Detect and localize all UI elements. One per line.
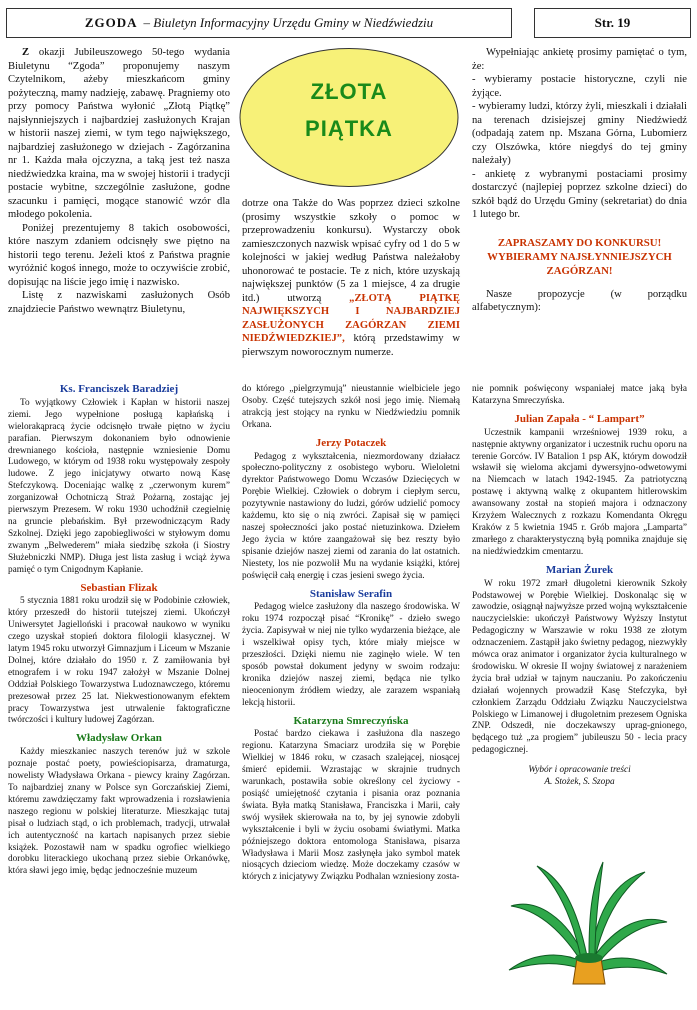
banner-line-1: ZŁOTA bbox=[310, 79, 388, 104]
bio-text: To wyjątkowy Człowiek i Kapłan w historii naszej ziemi. Jego wypełnione posługą kapłańską i wielorakąpracą życie odcisnęło trwałe piętno w życiu parafian. Pierwszym dokonaniem było odnowienie drewnianego kościoła, następnie wzniesienie Domu Ludowego, w którym od 1938 roku występowały zespoły ludowe. Z jego inicjatywy otwarto nową Kasę Stefczykową. Doceniając walkę z „czerwonym kurem” zorganizował Ochotniczą Straż Pożarną, zostając jej pierwszym Prezesem. W roku 1930 uchodźnił czegielnię na gruncie plebańskim. Był przewodniczącym Rady Szkolnej. Dzięki jego zapobiegliwości w styłowym domu zwanym „Belwederem” miała siedzibę szkoła (i Siostry Służebniczki NMP). Długa jest lista zasług i wciąż żywa pamięć o tym Cnigodnym Kapłanie. bbox=[8, 397, 230, 575]
contest-title-highlight: „ZŁOTĄ PIĄTKĘ NAJWIĘKSZYCH I NAJBARDZIEJ ZASŁUŻONYCH ZAGÓRZAN ZIEMI NIEDŹWIEDZKIEJ”, bbox=[242, 292, 460, 344]
intro-text-b: którą przedstawimy w pierwszym noworocznym numerze. bbox=[242, 333, 460, 358]
bio-text: W roku 1972 zmarł długoletni kierownik Szkoły Podstawowej w Porębie Wielkiej. Doskonaląc się w zawodzie, osiągnął najwyższe przed wojną wykształcenie nauczycielskie: ukończył Państwowy Wyższy Instytut Pedagogiczny w Warszawie w roku 1938 ze złotym odznaczeniem. Zastąpił jako świetny pedagog, niezwykły mówca oraz animator i organizator życia kulturalnego w środowisku. W okresie II wojny światowej z narażeniem życia brał udział w tajnym nauczaniu. Po zakończeniu działań wojennych prowadził Kasę Stefczyka, był członkiem Zarządu Oddziału Związku Nauczycielstwa Polskiego w Limanowej i długoletnim prezesem Ogniska ZNP. Odszedł, nie doczekawszy uprag-gnionego, będącego tuż „za progiem” jubileuszu 50 - lecia pracy pedagogicznej. bbox=[472, 578, 687, 756]
header-bar bbox=[6, 8, 512, 38]
bio-text: Uczestnik kampanii wrześniowej 1939 roku, a następnie aktywny organizator i uczestnik ruchu oporu na terenie Gorców. IV Batalion 1 psp AK, którym dowodził wsławił się wieloma akcjami dywersyjno-odwetowymi na Niemcach w latach 1942-1945. Za patriotyczną postawę i aktywną walkę z okupantem hitlerowskim awansowany został na stopień majora i odznaczony Krzyżem Walecznych z rozkazu Komendanta Okręgu Kraków z 5 kwietnia 1945 r. Grób majora „Lamparta” zmarłego z charakterystyczną byłą pomnika znajduje się na niedźwiedzkim cmentarzu. bbox=[472, 427, 687, 557]
bio-name: Sebastian Flizak bbox=[80, 581, 158, 594]
rule-item: - wybieramy ludzi, którzy żyli, mieszkali i działali na terenach dzisiejszej gminy Niedźwiedź (odpadają zatem np. Mszana Górna, Lubomierz czy Olszówka, które niegdyś do tej gminy należały) bbox=[472, 101, 687, 166]
bio-name: Marian Żurek bbox=[545, 563, 614, 576]
bio-text: Pedagog z wykształcenia, niezmordowany działacz społeczno-polityczny z osobistego wyboru. Wieloletni dyrektor Państwowego Domu Wczasów Dziecięcych w Porębie Wielkiej. Człowiek o dobrym i ciepłym sercu, pozytywnie nastawiony do ludzi, górów udzielić pomocy każdemu, kto się o nią zwróci. Zapisał się w pamięci naszej społeczności jako postać nietuzinkowa. Dziełem Jego życia w które zaangażował się bez reszty było spisanie dziejów naszej ziemi od zarania do lat ostatnich. Niestety, los nie pozwolił Mu na wydanie książki, której poświęcił całą energię i czas jesieni swego życia. bbox=[242, 451, 460, 581]
bio-text-continued: do którego „pielgrzymują” nieustannie wielbiciele jego Osoby. Część tutejszych szkół nosi jego imię. Niemałą atrakcją jest stojący na rynku w Niedźwiedziu pomnik Orkana. bbox=[242, 384, 460, 430]
author-credit bbox=[472, 765, 687, 788]
banner-line-2: PIĄTKA bbox=[305, 116, 393, 141]
bio-text: Każdy mieszkaniec naszych terenów już w szkole poznaje postać poety, powieściopisarza, dramaturga, nowelisty Władysława Orkana - piewcy krainy Zagórzan. To najbardziej znany w Polsce syn Gorczańskiej Ziemi, któremu zawdzięczamy fakt wprowadzenia i rozsławienia naszego regionu w polskiej literaturze. Mieszkając tutaj pisał o ludziach stąd, o ich problemach, tradycji, utrwalał ich autentyczność na kartach napisanych przez siebie książek. Pozostawił nam w spadku ogrofiec wielkiego dorobku literackiego ukochaną przez siebie Orkanówkę, która sławi jego imię, będąc jednocześnie muzeum bbox=[8, 747, 230, 877]
intro-paragraph bbox=[242, 197, 460, 359]
bio-text: Pedagog wielce zasłużony dla naszego środowiska. W roku 1974 rozpoczął pisać “Kronikę” - dzieło swego życia. Zapisywał w niej nie tylko wydarzenia bieżące, ale i wszelkiwał opisy tych, które miały miejsce w przeszłości. Dzięki niemu nie zaginęło wiele. W ten sposób powstał dokument jedyny w swoim rodzaju: kronika dziejów naszej ziemi, będąca nie tylko nieocenionym źródłem wiedzy, ale zarazem wspaniałą lekcją historii. bbox=[242, 602, 460, 708]
bios-column-1 bbox=[8, 384, 230, 878]
bio-text: 5 stycznia 1881 roku urodził się w Podobinie człowiek, który przeszedł do historii tutejszej ziemi. Ukończył Uniwersytet Jagielloński i pracował naukowo w wyniku czego uzyskał stopień doktora filologii klasycznej. W latym 1945 roku utworzył Gimnazjum i Liceum w Mszanie Dolnej, które działało do 1950 r. Z zamiłowania był etnografem i w roku 1947 założył w Mszanie Dolnej Oddział Polskiego Towarzystwa Ludoznawczego, któremu prezesował przez 25 lat. Niekwestionowanym efektem pracy Towarzystwa jest utrwalenie faktograficzne twórczości i kultury ludowej Zagórzan. bbox=[8, 596, 230, 726]
bio-text-continued: nie pomnik poświęcony wspaniałej matce jaką była Katarzyna Smreczyńska. bbox=[472, 384, 687, 406]
credit-line: Wybór i opracowanie treści bbox=[528, 765, 631, 776]
bio-name: Katarzyna Smreczyńska bbox=[293, 714, 409, 727]
intro-column-2 bbox=[242, 197, 460, 359]
palm-plant-illustration bbox=[507, 858, 669, 986]
intro-paragraph: Poniżej prezentujemy 8 takich osobowości, które naszym zdaniem odcisnęły swe piętno na historii tego terenu. Jeżeli ktoś z Państwa pragnie wyróżnić kogoś innego, może to oczywiście zrobić, dopisując na liście jego imię i nazwisko. bbox=[8, 222, 230, 288]
bio-name: Władysław Orkan bbox=[76, 732, 162, 745]
proposals-intro: Nasze propozycje (w porządku alfabetycznym): bbox=[472, 288, 687, 313]
bio-name: Ks. Franciszek Baradziej bbox=[59, 383, 179, 395]
newsletter-subtitle: – Biuletyn Informacyjny Urzędu Gminy w Niedźwiedziu bbox=[143, 15, 434, 30]
bio-name: Jerzy Potaczek bbox=[315, 436, 387, 449]
intro-paragraph: Listę z nazwiskami zasłużonych Osób znajdziecie Państwo wewnątrz Biuletynu, bbox=[8, 290, 230, 315]
intro-paragraph: Z okazji Jubileuszowego 50-tego wydania Biuletynu “Zgoda” proponujemy naszym Czytelnikom, ażeby mieszkańcom gminy pożyteczną, mamy nadzieję, zabawę. Pragniemy oto przy pomocy Państwa wyłonić „Złotą Piątkę” najsłynniejszych i najbardziej zasłużonych Krajan w historii naszej ziemi, w tym tego największego, najbardziej zasłużonego w dziejach - Zagórzanina nr 1. Każda mała ojczyzna, a taką jest też nasza niedźwiedzka kraina, ma w swojej historii i tradycji postacie wybitne, szczególnie zasłużone, godne szacunku i pamięci, mogące stanowić wzór dla młodego pokolenia. bbox=[8, 47, 230, 220]
contest-invitation: ZAPRASZAMY DO KONKURSU! WYBIERAMY NAJSŁYNNIEJSZYCH ZAGÓRZAN! bbox=[487, 236, 672, 277]
rule-item: - wybieramy postacie historyczne, czyli nie żyjące. bbox=[472, 74, 687, 99]
intro-text-a: dotrze ona Także do Was poprzez dzieci szkolne (prosimy wszystkie szkoły o pomoc w przeprowadzeniu konkursu). Wystarczy obok zamieszczonych nazwisk wpisać cyfry od 1 do 5 w kolejności w jakiej według Państwa należałoby uhonorować te postacie. Te z nich, które uzyskają największej punktów (5 za 1 miejsce, 4 za drugie itd.) utworzą bbox=[242, 198, 460, 304]
bios-column-3 bbox=[472, 384, 687, 788]
intro-column-3 bbox=[472, 46, 687, 315]
credit-authors: A. Stożek, S. Szopa bbox=[544, 776, 615, 787]
bio-name: Stanisław Serafin bbox=[309, 587, 393, 600]
rule-item: - ankietę z wybranymi postaciami prosimy dostarczyć (najlepiej poprzez szkolne dzieci) do szkół bądź do Urzędu Gminy (sekretariat) do dnia 1 lutego br. bbox=[472, 168, 687, 220]
rules-intro: Wypełniając ankietę prosimy pamiętać o tym, że: bbox=[472, 47, 687, 72]
bio-text: Postać bardzo ciekawa i zasłużona dla naszego regionu. Katarzyna Smaciarz urodziła się w Porębie Wielkiej w 1846 roku, w czasach szalejącej, niosącej śmierć epidemii. Wzrastając w skrajnie trudnych warunkach, postawiła sobie określony cel życiowy - posiąść umiejętność czytania i pisania oraz poznania świata. Była matką Stanisława, Franciszka i Marii, cały swój wysiłek skierowała na to, by jej synowie zdobyli wykształcenie i byli w życiu osobami światłymi. Matka późniejszego doktora entomologa Stanisława, pisarza Władysława i Marii Mosz zasłynęła jako symbol matek niosących dzieciom wiedzę. Może doczekamy czasów w których z inicjatywy Związku Podhalan wzniesiony zosta- bbox=[242, 729, 460, 883]
newsletter-title: ZGODA bbox=[84, 15, 138, 30]
page-number: Str. 19 bbox=[534, 8, 691, 38]
zlota-piatka-banner bbox=[238, 46, 460, 189]
intro-column-1 bbox=[8, 46, 230, 316]
bio-name: Julian Zapała - “ Lampart” bbox=[514, 412, 645, 425]
bios-column-2 bbox=[242, 384, 460, 884]
